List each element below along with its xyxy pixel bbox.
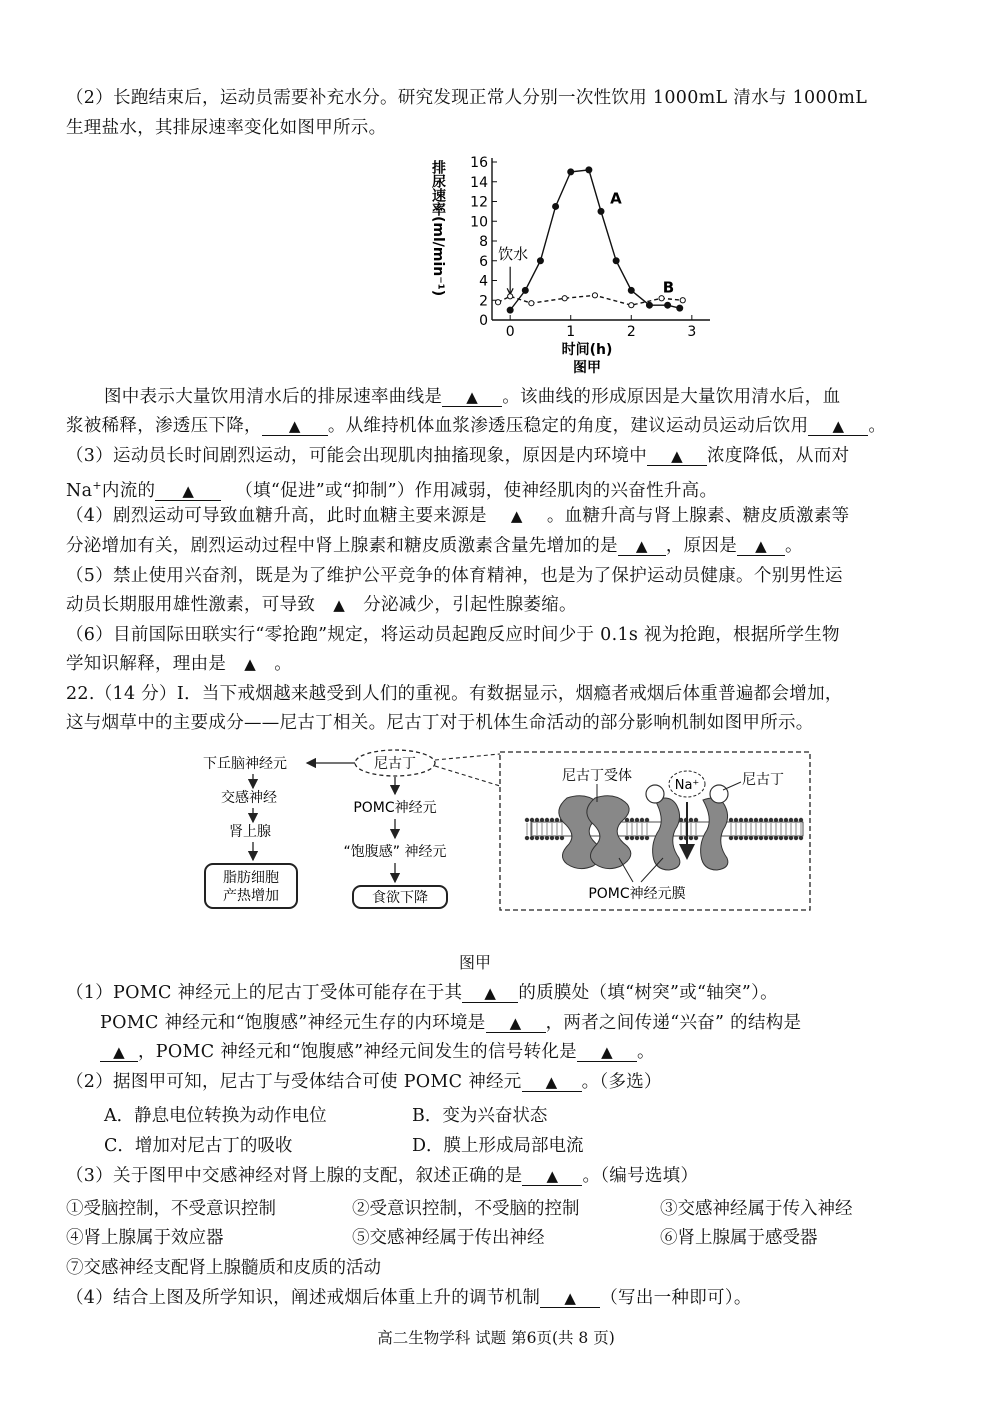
lipid-head xyxy=(764,818,768,822)
membrane-pointer-2 xyxy=(641,858,663,882)
hypothalamus-label: 下丘脑神经元 xyxy=(203,756,287,772)
nicotine-molecule-left xyxy=(646,785,664,803)
data-point-A xyxy=(586,167,592,173)
q2-line-1: （2）长跑结束后，运动员需要补充水分。研究发现正常人分别一次性饮用 1000mL 清水与 1000mL xyxy=(66,88,868,108)
data-point-B xyxy=(592,293,597,298)
data-point-B xyxy=(508,294,513,299)
s1-text: ，两者之间传递“兴奋” 的结构是 xyxy=(545,1013,802,1033)
q4-text: ，原因是 xyxy=(665,536,738,556)
lipid-head xyxy=(754,818,758,822)
answer-blank[interactable]: ▲ xyxy=(262,417,328,436)
lipid-head xyxy=(789,836,793,840)
lipid-head xyxy=(689,818,693,822)
s4-line-1 xyxy=(66,1286,928,1310)
answer-blank[interactable]: ▲ xyxy=(442,388,502,407)
data-point-A xyxy=(598,208,604,214)
lipid-head xyxy=(779,836,783,840)
diagram-caption: 图甲 xyxy=(459,953,492,972)
data-point-A xyxy=(677,305,683,311)
q3-text: （3）运动员长时间剧烈运动，可能会出现肌肉抽搐现象，原因是内环境中 xyxy=(66,446,648,466)
lipid-head xyxy=(769,818,773,822)
s2-text: 。（多选） xyxy=(581,1072,662,1092)
q3-text: （填“促进”或“抑制”）作用减弱，使神经肌肉的兴奋性升高。 xyxy=(235,480,718,501)
s1-text: ，POMC 神经元和“饱腹感”神经元间发生的信号转化是 xyxy=(138,1042,577,1062)
lipid-head xyxy=(739,836,743,840)
q4-text: 分泌增加有关，剧烈运动过程中肾上腺素和糖皮质激素含量先增加的是 xyxy=(66,536,618,556)
q5-text: 动员长期服用雄性激素，可导致 xyxy=(66,595,316,615)
answer-blank[interactable]: ▲ xyxy=(808,417,868,436)
lipid-head xyxy=(525,836,529,840)
s2-line-1 xyxy=(66,1070,928,1094)
nicotine-receptor-right-a xyxy=(653,798,680,870)
q3-line-1 xyxy=(66,444,928,468)
data-point-B xyxy=(680,298,685,303)
answer-blank[interactable]: ▲ xyxy=(462,984,518,1003)
lipid-head xyxy=(640,818,644,822)
s1-line-3 xyxy=(100,1040,962,1064)
lipid-head xyxy=(779,818,783,822)
q3-line-2 xyxy=(66,474,928,503)
na-label: Na⁺ xyxy=(674,778,700,793)
nicotine-label: 尼古丁 xyxy=(374,756,416,772)
lipid-head xyxy=(555,836,559,840)
lipid-head xyxy=(794,818,798,822)
lipid-head xyxy=(799,818,803,822)
s3-text: （3）关于图甲中交感神经对肾上腺的支配，叙述正确的是 xyxy=(66,1166,523,1186)
lipid-head xyxy=(764,836,768,840)
y-tick-label: 4 xyxy=(479,273,488,290)
q3-text: Na xyxy=(66,480,93,501)
fat-cell-label: 脂肪细胞 xyxy=(223,870,279,886)
data-point-B xyxy=(495,300,500,305)
data-point-A xyxy=(665,302,671,308)
q5-text: 分泌减少，引起性腺萎缩。 xyxy=(363,595,577,615)
heat-label: 产热增加 xyxy=(223,888,279,904)
data-point-B xyxy=(562,296,567,301)
lipid-head xyxy=(550,836,554,840)
receptor-label: 尼古丁受体 xyxy=(562,768,632,784)
s1-text: 。 xyxy=(636,1042,655,1062)
answer-blank[interactable]: ▲ xyxy=(647,447,707,466)
x-tick-label: 3 xyxy=(687,324,697,340)
y-tick-label: 16 xyxy=(470,155,488,171)
y-tick-label: 8 xyxy=(479,234,488,250)
y-tick-label: 10 xyxy=(470,214,488,231)
nicotine-pointer xyxy=(723,782,741,790)
q2-fill1-pre: 图中表示大量饮用清水后的排尿速率曲线是 xyxy=(104,387,443,407)
q2-fill2-post: 。从维持机体血浆渗透压稳定的角度，建议运动员运动后饮用 xyxy=(327,416,809,436)
answer-blank[interactable]: ▲ xyxy=(618,537,666,556)
lipid-head xyxy=(784,836,788,840)
q4-line-1 xyxy=(66,504,928,528)
s3-option-7[interactable]: ⑦交感神经支配肾上腺髓质和皮质的活动 xyxy=(66,1258,381,1278)
nicotine-mechanism-diagram xyxy=(195,746,815,914)
x-tick-label: 2 xyxy=(626,324,636,340)
s1-text: 的质膜处（填“树突”或“轴突”）。 xyxy=(518,983,778,1003)
answer-blank[interactable]: ▲ xyxy=(100,1043,138,1062)
q4-text: （4）剧烈运动可导致血糖升高，此时血糖主要来源是 xyxy=(66,506,487,526)
lipid-head xyxy=(694,818,698,822)
y-tick-label: 14 xyxy=(470,174,488,191)
answer-blank[interactable]: ▲ xyxy=(577,1043,637,1062)
q6-line-2 xyxy=(66,652,928,676)
data-point-A xyxy=(628,287,634,293)
s3-text: 。（编号选填） xyxy=(582,1166,699,1186)
x-axis-label: 时间(h) xyxy=(561,342,613,358)
answer-blank[interactable]: ▲ xyxy=(486,1014,546,1033)
lipid-head xyxy=(744,836,748,840)
lipid-head xyxy=(550,818,554,822)
satiety-label: “饱腹感” 神经元 xyxy=(343,844,447,860)
q2-fill2-pre: 浆被稀释，渗透压下降， xyxy=(66,416,262,436)
series-label-A: A xyxy=(610,189,622,208)
lipid-head xyxy=(774,818,778,822)
lipid-head xyxy=(744,818,748,822)
answer-blank[interactable]: ▲ xyxy=(510,507,523,525)
q6-text: 学知识解释，理由是 xyxy=(66,654,227,674)
series-line-B xyxy=(498,295,683,305)
s3-option-4[interactable]: ④肾上腺属于效应器 xyxy=(66,1228,224,1248)
lipid-head xyxy=(545,818,549,822)
lipid-head xyxy=(689,836,693,840)
lipid-head xyxy=(694,836,698,840)
membrane-label: POMC神经元膜 xyxy=(588,886,686,902)
q22-line-1: 22.（14 分）Ⅰ．当下戒烟越来越受到人们的重视。有数据显示，烟瘾者戒烟后体重普遍都会增加， xyxy=(66,684,843,704)
s3-line-1 xyxy=(66,1164,928,1188)
lipid-head xyxy=(530,836,534,840)
lipid-head xyxy=(784,818,788,822)
lipid-head xyxy=(545,836,549,840)
lipid-head xyxy=(734,818,738,822)
lipid-head xyxy=(769,836,773,840)
lipid-head xyxy=(540,836,544,840)
superscript: + xyxy=(92,479,102,492)
y-tick-label: 0 xyxy=(479,313,488,329)
lipid-head xyxy=(535,836,539,840)
lipid-head xyxy=(759,836,763,840)
q2-fill1-post: 。该曲线的形成原因是大量饮用清水后，血 xyxy=(502,387,841,407)
lipid-head xyxy=(635,836,639,840)
s4-text: （4）结合上图及所学知识，阐述戒烟后体重上升的调节机制 xyxy=(66,1288,541,1308)
data-point-B xyxy=(659,296,664,301)
nicotine-receptor-right-b xyxy=(701,798,728,870)
s3-option-2[interactable]: ②受意识控制，不受脑的控制 xyxy=(352,1199,580,1219)
lipid-head xyxy=(794,836,798,840)
pomc-label: POMC神经元 xyxy=(353,800,437,816)
q5-line-1: （5）禁止使用兴奋剂，既是为了维护公平竞争的体育精神，也是为了保护运动员健康。个别男性运 xyxy=(66,566,843,586)
data-point-A xyxy=(613,258,619,264)
answer-blank[interactable]: ▲ xyxy=(522,1167,582,1186)
lipid-head xyxy=(625,836,629,840)
lipid-head xyxy=(555,818,559,822)
lipid-head xyxy=(729,836,733,840)
callout-lines xyxy=(435,754,500,786)
lipid-head xyxy=(525,818,529,822)
lipid-head xyxy=(540,818,544,822)
lipid-head xyxy=(759,818,763,822)
q4-text: 。 xyxy=(785,536,803,556)
lipid-head xyxy=(679,836,683,840)
nicotine-label-2: 尼古丁 xyxy=(742,772,784,788)
lipid-head xyxy=(645,818,649,822)
s3-option-3[interactable]: ③交感神经属于传入神经 xyxy=(660,1199,853,1219)
lipid-head xyxy=(729,818,733,822)
s3-option-6[interactable]: ⑥肾上腺属于感受器 xyxy=(660,1228,818,1248)
x-tick-label: 1 xyxy=(566,324,576,340)
lipid-head xyxy=(754,836,758,840)
s4-text: （写出一种即可）。 xyxy=(600,1288,752,1308)
s2-text: （2）据图甲可知，尼古丁与受体结合可使 POMC 神经元 xyxy=(66,1072,522,1092)
s1-text: （1）POMC 神经元上的尼古丁受体可能存在于其 xyxy=(66,983,463,1003)
q4-line-2 xyxy=(66,534,928,558)
q2-fill2-end: 。 xyxy=(868,416,887,436)
answer-blank[interactable]: ▲ xyxy=(155,482,221,501)
series-label-B: B xyxy=(662,278,675,297)
lipid-head xyxy=(739,818,743,822)
data-point-A xyxy=(553,203,559,209)
data-point-A xyxy=(522,287,528,293)
lipid-head xyxy=(635,818,639,822)
y-tick-label: 6 xyxy=(479,253,488,270)
s3-option-5[interactable]: ⑤交感神经属于传出神经 xyxy=(352,1228,545,1248)
chart-caption: 图甲 xyxy=(573,360,601,376)
q6-line-1: （6）目前国际田联实行“零抢跑”规定，将运动员起跑反应时间少于 0.1s 视为抢跑，根据所学生物 xyxy=(66,625,840,645)
sympathetic-label: 交感神经 xyxy=(221,790,277,806)
lipid-head xyxy=(530,818,534,822)
nicotine-molecule-right xyxy=(710,785,728,803)
s1-text: POMC 神经元和“饱腹感”神经元生存的内环境是 xyxy=(100,1013,486,1033)
lipid-head xyxy=(799,836,803,840)
y-tick-label: 12 xyxy=(470,194,488,211)
lipid-head xyxy=(645,836,649,840)
lipid-head xyxy=(774,836,778,840)
s1-line-2 xyxy=(100,1011,962,1035)
s3-option-1[interactable]: ①受脑控制，不受意识控制 xyxy=(66,1199,276,1219)
y-axis-label: 排尿速率(ml/min⁻¹) xyxy=(430,160,446,297)
answer-blank[interactable]: ▲ xyxy=(540,1289,600,1308)
q3-text: 浓度降低，从而对 xyxy=(707,446,850,466)
q2-fill-line-1 xyxy=(104,385,966,409)
adrenal-label: 肾上腺 xyxy=(229,824,271,840)
q22-line-2: 这与烟草中的主要成分——尼古丁相关。尼古丁对于机体生命活动的部分影响机制如图甲所示。 xyxy=(66,713,814,733)
answer-blank[interactable]: ▲ xyxy=(333,596,346,614)
y-tick-label: 2 xyxy=(479,293,488,310)
s1-line-1 xyxy=(66,981,928,1005)
urine-rate-chart xyxy=(420,150,720,378)
lipid-head xyxy=(535,818,539,822)
lipid-head xyxy=(640,836,644,840)
series-line-A xyxy=(510,170,680,310)
page-footer: 高二生物学科 试题 第6页(共 8 页) xyxy=(377,1329,615,1347)
lipid-head xyxy=(749,818,753,822)
option-d[interactable]: D．膜上形成局部电流 xyxy=(412,1136,584,1156)
data-point-A xyxy=(537,258,543,264)
answer-blank[interactable]: ▲ xyxy=(737,537,785,556)
option-a[interactable]: A．静息电位转换为动作电位 xyxy=(104,1106,327,1126)
lipid-head xyxy=(630,836,634,840)
data-point-A xyxy=(568,169,574,175)
drink-annotation: 饮水 xyxy=(498,244,529,263)
q3-text: 内流的 xyxy=(101,480,156,501)
data-point-A xyxy=(646,302,652,308)
q2-line-2: 生理盐水，其排尿速率变化如图甲所示。 xyxy=(66,118,387,138)
q6-text: 。 xyxy=(274,654,293,674)
answer-blank[interactable]: ▲ xyxy=(522,1073,582,1092)
x-tick-label: 0 xyxy=(505,324,515,340)
data-point-B xyxy=(629,303,634,308)
data-point-A xyxy=(507,307,513,313)
option-c[interactable]: C．增加对尼古丁的吸收 xyxy=(104,1136,293,1156)
nicotine-receptor-left-b xyxy=(587,796,631,869)
lipid-head xyxy=(789,818,793,822)
q5-line-2 xyxy=(66,593,928,617)
q2-fill-line-2 xyxy=(66,414,928,438)
appetite-label: 食欲下降 xyxy=(372,890,428,906)
q4-text: 。血糖升高与肾上腺素、糖皮质激素等 xyxy=(546,506,850,526)
lipid-head xyxy=(560,836,564,840)
lipid-head xyxy=(625,818,629,822)
lipid-head xyxy=(630,818,634,822)
option-b[interactable]: B．变为兴奋状态 xyxy=(412,1106,548,1126)
answer-blank[interactable]: ▲ xyxy=(244,655,257,673)
lipid-head xyxy=(749,836,753,840)
data-point-B xyxy=(529,301,534,306)
lipid-head xyxy=(734,836,738,840)
